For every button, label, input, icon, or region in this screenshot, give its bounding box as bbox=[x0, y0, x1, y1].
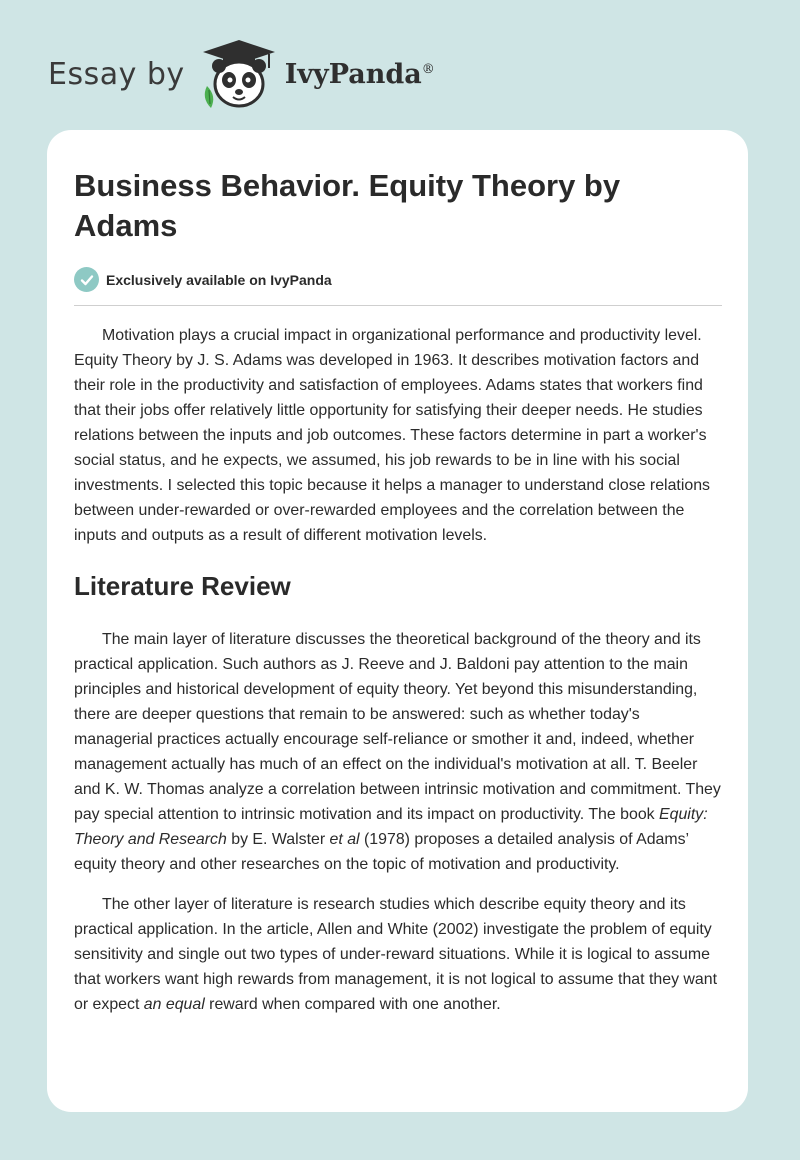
exclusive-badge-label: Exclusively available on IvyPanda bbox=[106, 271, 332, 288]
literature-paragraph-2: The other layer of literature is research studies which describe equity theory and its practical application. In the article, Allen and White (2002) investigate the problem of equity sensitivity and single out two types of under-reward situations. While it is logical to assume that workers want high rewards from management, it is not logical to assume that they want or expect an equal reward when compared with one another. bbox=[74, 896, 717, 1013]
panda-logo-icon[interactable] bbox=[199, 38, 279, 110]
intro-paragraph: Motivation plays a crucial impact in organizational performance and productivity level. Equity Theory by J. S. Adams was developed in 1963. It describes motivation factors and their role in the productivity and satisfaction of employees. Adams states that workers find that their jobs offer relatively little opportunity for satisfying their deeper needs. He studies relations between the inputs and job outcomes. These factors determine in part a worker's social status, and he expects, we assumed, his job rewards to be in line with his social investments. I selected this topic because it helps a manager to understand close relations between under-rewarded or over-rewarded employees and the correlation between the inputs and outputs as a result of different motivation levels. bbox=[74, 327, 710, 544]
brand-name[interactable]: IvyPanda® bbox=[284, 58, 435, 90]
check-icon bbox=[74, 267, 99, 292]
exclusive-badge bbox=[74, 267, 722, 292]
et-al: et al bbox=[329, 831, 360, 848]
book-title: Equity: Theory and Research bbox=[74, 806, 708, 848]
site-header bbox=[48, 38, 435, 110]
trademark-symbol: ® bbox=[421, 61, 435, 77]
literature-paragraph-1: The main layer of literature discusses the theoretical background of the theory and its practical application. Such authors as J. Reeve and J. Baldoni pay attention to the main principles and historical development of equity theory. Yet beyond this misunderstanding, there are deeper questions that remain to be answered: such as whether today's managerial practices actually encourage self-reliance or smother it and, indeed, whether management actually has much of an effect on the individual's motivation at all. T. Beeler and K. W. Thomas analyze a correlation between intrinsic motivation and commitment. They pay special attention to intrinsic motivation and its impact on productivity. The book Equity: Theory and Research by E. Walster et al (1978) proposes a detailed analysis of Adams’ equity theory and other researches on the topic of motivation and productivity. bbox=[74, 631, 721, 873]
emphasis-text: an equal bbox=[143, 996, 205, 1013]
article-card bbox=[47, 130, 748, 1112]
section-heading: Literature Review bbox=[74, 571, 291, 601]
divider bbox=[74, 305, 722, 306]
page-title: Business Behavior. Equity Theory by Adams bbox=[74, 168, 621, 243]
essay-by-label: Essay by bbox=[48, 56, 185, 92]
